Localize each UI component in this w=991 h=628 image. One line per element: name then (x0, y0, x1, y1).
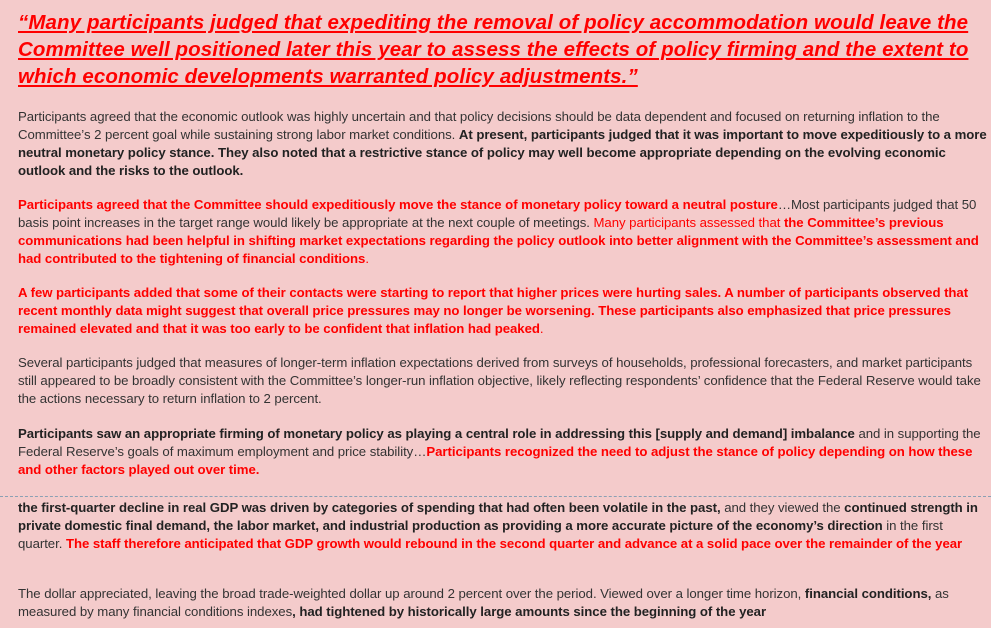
text-run-bold: continued strength in private domestic final demand, the labor market, and industrial production as providing a more accurate picture of the economy’s direction (18, 500, 978, 533)
text-run-red: . (539, 321, 544, 336)
text-run-redbold: A few participants added that some of their contacts were starting to report that higher prices were hurting sales. A number of participants observed that recent monthly data might suggest that overall price pressures may no longer be worsening. These participants also emphasized that price pressures remained elevated and that it was too early to be confident that inflation had peaked (18, 285, 969, 336)
paragraph-inflation-expectations (18, 354, 990, 408)
paragraph-neutral-posture (18, 196, 990, 268)
text-run-redbold: The staff therefore anticipated that GDP growth would rebound in the second quarter and advance at a solid pace over the remainder of the year (65, 536, 963, 551)
paragraph-policy-firming (18, 425, 990, 479)
text-run-normal: Participants agreed that the economic outlook was highly uncertain and that policy decisions should be data dependent and focused on returning inflation to the Committee’s 2 percent goal while sustaining strong labor market conditions. (18, 109, 940, 142)
text-run-redbold: Participants recognized the need to adjust the stance of policy depending on how these and other factors played out over time. (18, 444, 973, 477)
text-run-bold: financial conditions, (804, 586, 932, 601)
section-divider (0, 496, 991, 497)
text-run-red: . (365, 251, 369, 266)
text-run-normal: Several participants judged that measures of longer-term inflation expectations derived from surveys of households, professional forecasters, and market participants still appeared to be broadly consistent with the Committee’s longer-run inflation objective, likely reflecting respondents’ confidence that the Federal Reserve would take the actions necessary to return inflation to 2 percent. (18, 355, 981, 406)
text-run-bold: , had tightened by historically large amounts since the beginning of the year (292, 604, 767, 619)
text-run-normal: as measured by many financial conditions indexes (18, 586, 949, 619)
text-run-red: Many participants assessed that (593, 215, 784, 230)
quote-headline: “Many participants judged that expediting the removal of policy accommodation would leave the Committee well positioned later this year to assess the effects of policy firming and the extent to which economic developments warranted policy adjustments.” (18, 11, 969, 88)
text-run-bold: At present, participants judged that it was important to move expeditiously to a more neutral monetary policy stance. They also noted that a restrictive stance of policy may well become appropriate depending on the evolving economic outlook and the risks to the outlook. (18, 127, 987, 178)
text-run-bold: the first-quarter decline in real GDP was driven by categories of spending that had often been volatile in the past, (18, 500, 721, 515)
text-run-normal: and they viewed the (720, 500, 845, 515)
text-run-redbold: Participants agreed that the Committee should expeditiously move the stance of monetary policy toward a neutral posture (18, 197, 778, 212)
paragraph-outlook (18, 108, 990, 180)
paragraph-price-pressures (18, 284, 990, 338)
text-run-bold: Participants saw an appropriate firming of monetary policy as playing a central role in addressing this [supply and demand] imbalance (18, 426, 859, 441)
paragraph-gdp (18, 499, 990, 553)
text-run-normal: The dollar appreciated, leaving the broad trade-weighted dollar up around 2 percent over the period. Viewed over a longer time horizon, (18, 586, 805, 601)
text-run-normal: …Most participants judged that 50 basis point increases in the target range would likely be appropriate at the next couple of meetings. (18, 197, 977, 230)
text-run-normal: in the first quarter. (18, 518, 943, 551)
paragraph-financial-conditions (18, 585, 990, 621)
text-run-normal: and in supporting the Federal Reserve’s goals of maximum employment and price stability… (18, 426, 981, 459)
text-run-redbold: the Committee’s previous communications had been helpful in shifting market expectations regarding the policy outlook into better alignment with the Committee’s assessment and had contributed to the tightening of financial conditions (18, 215, 979, 266)
